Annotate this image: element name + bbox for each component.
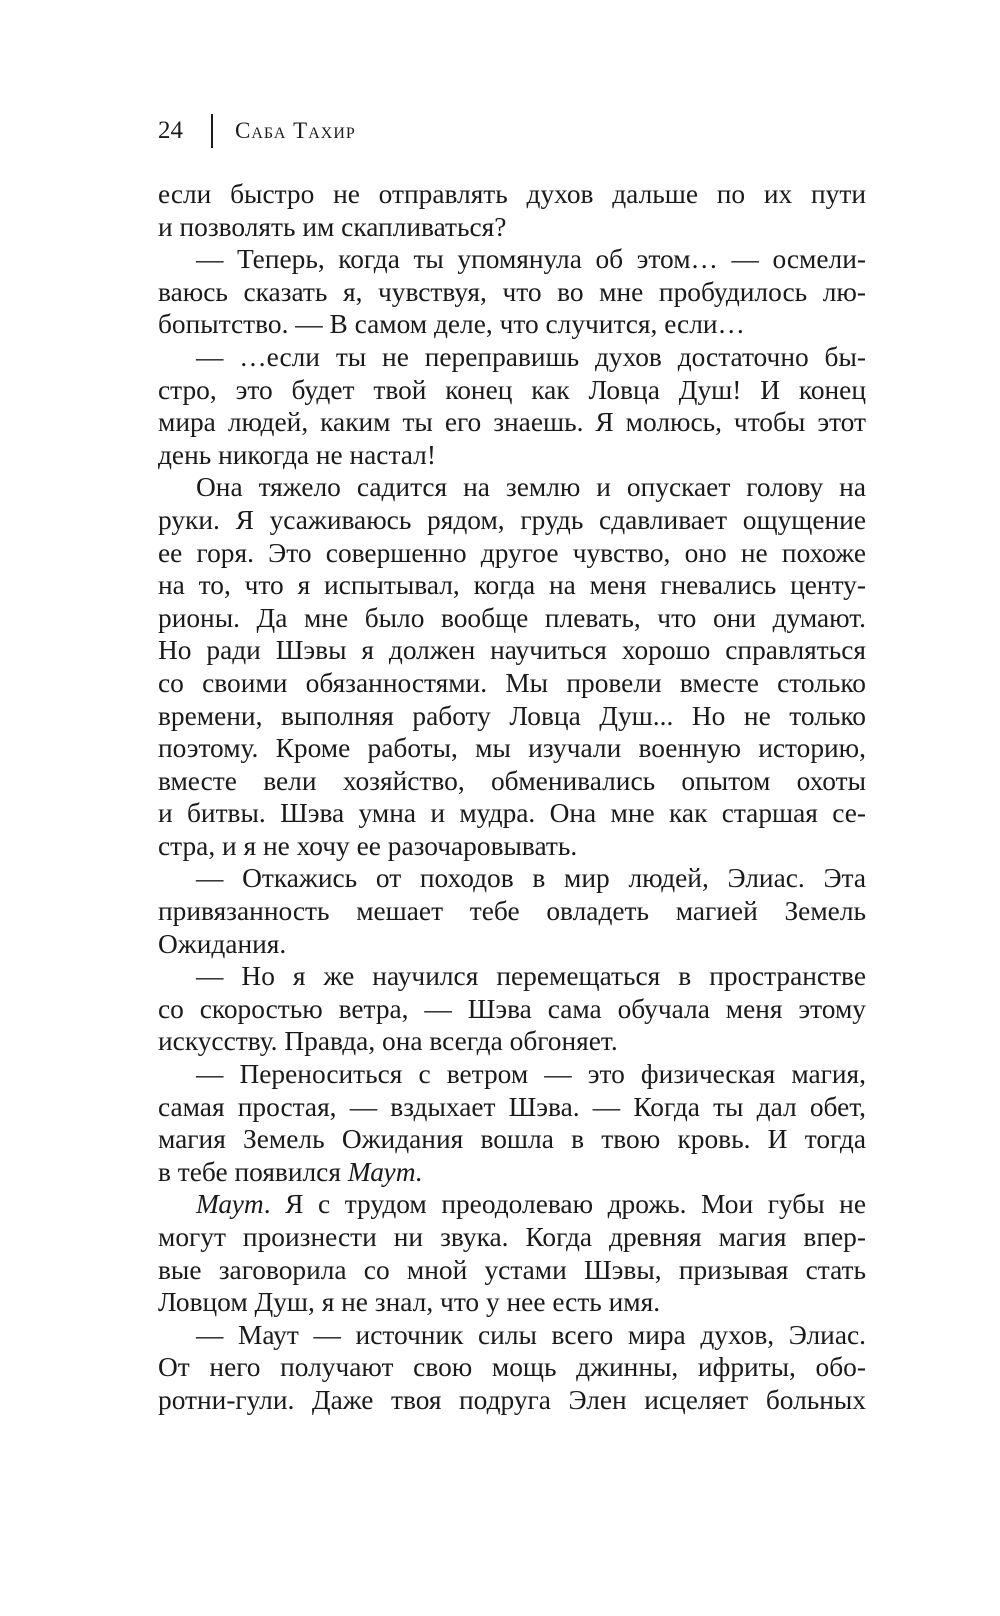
running-head-author: Саба Тахир xyxy=(235,118,356,143)
text-line: самая простая, — вздыхает Шэва. — Когда ты дал обет, xyxy=(158,1091,866,1122)
text-line: Ожидания. xyxy=(158,928,287,959)
text-line: вместе вели хозяйство, обменивались опытом охоты xyxy=(158,765,866,796)
text-span: . Я с трудом преодолеваю дрожь. Мои губы не xyxy=(263,1189,866,1220)
text-line: со своими обязанностями. Мы провели вместе столько xyxy=(158,667,866,698)
text-line: могут произнести ни звука. Когда древняя магия впер- xyxy=(158,1222,866,1252)
text-line: Ловцом Душ, я не знал, что у нее есть имя. xyxy=(158,1287,661,1318)
text-line: искусству. Правда, она всегда обгоняет. xyxy=(158,1026,618,1057)
text-line: если быстро не отправлять духов дальше по их пути xyxy=(158,179,866,209)
text-line: Она тяжело садится на землю и опускает голову на xyxy=(196,472,866,503)
text-line: мира людей, каким ты его знаешь. Я молюсь, чтобы этот xyxy=(158,407,866,438)
text-line: стра, и я не хочу ее разочаровывать. xyxy=(158,830,578,861)
italic-word: Маут. xyxy=(347,1156,423,1187)
text-line: От него получают свою мощь джинны, ифриты, обо- xyxy=(158,1352,866,1383)
text-line: рионы. Да мне было вообще плевать, что они думают. xyxy=(158,602,866,633)
text-line: на то, что я испытывал, когда на меня гневались центу- xyxy=(158,570,866,601)
page-number: 24 xyxy=(158,117,183,144)
text-line: привязанность мешает тебе овладеть магией Земель xyxy=(158,896,866,927)
text-line: вые заговорила со мной устами Шэвы, призывая стать xyxy=(158,1254,866,1285)
text-line: — Теперь, когда ты упомянула об этом… — осмели- xyxy=(196,244,866,275)
text-line: день никогда не настал! xyxy=(158,439,436,470)
text-line: руки. Я усаживаюсь рядом, грудь сдавливает ощущение xyxy=(158,504,866,535)
header-divider xyxy=(211,114,213,148)
italic-word: Маут xyxy=(196,1189,264,1220)
text-line xyxy=(158,1156,866,1189)
text-line: времени, выполняя работу Ловца Душ... Но не только xyxy=(158,700,866,731)
text-line: — Откажись от походов в мир людей, Элиас. Эта xyxy=(196,863,866,894)
text-line: ее горя. Это совершенно другое чувство, оно не похоже xyxy=(158,537,866,568)
text-line: со скоростью ветра, — Шэва сама обучала меня этому xyxy=(158,993,866,1024)
text-line: и позволять им скапливаться? xyxy=(158,211,507,242)
text-line: Но ради Шэвы я должен научиться хорошо справляться xyxy=(158,635,866,666)
text-line: — Маут — источник силы всего мира духов, Элиас. xyxy=(196,1319,866,1350)
text-span: в тебе появился xyxy=(158,1156,348,1187)
text-line: ваюсь сказать я, чувствуя, что во мне пробудилось лю- xyxy=(158,276,866,307)
text-line: — …если ты не переправишь духов достаточно бы- xyxy=(196,341,866,372)
body-text xyxy=(158,178,866,1417)
text-line: — Переноситься с ветром — это физическая магия, xyxy=(196,1059,866,1090)
text-line: и битвы. Шэва умна и мудра. Она мне как старшая се- xyxy=(158,798,866,829)
running-header xyxy=(158,114,356,148)
text-line: поэтому. Кроме работы, мы изучали военную историю, xyxy=(158,733,866,764)
text-line: бопытство. — В самом деле, что случится, если… xyxy=(158,309,745,340)
text-line: стро, это будет твой конец как Ловца Душ! И конец xyxy=(158,374,866,405)
text-line: магия Земель Ожидания вошла в твою кровь. И тогда xyxy=(158,1124,866,1155)
text-line xyxy=(158,1188,866,1221)
text-line: — Но я же научился перемещаться в пространстве xyxy=(196,961,866,992)
text-line: ротни-гули. Даже твоя подруга Элен исцеляет больных xyxy=(158,1384,866,1415)
